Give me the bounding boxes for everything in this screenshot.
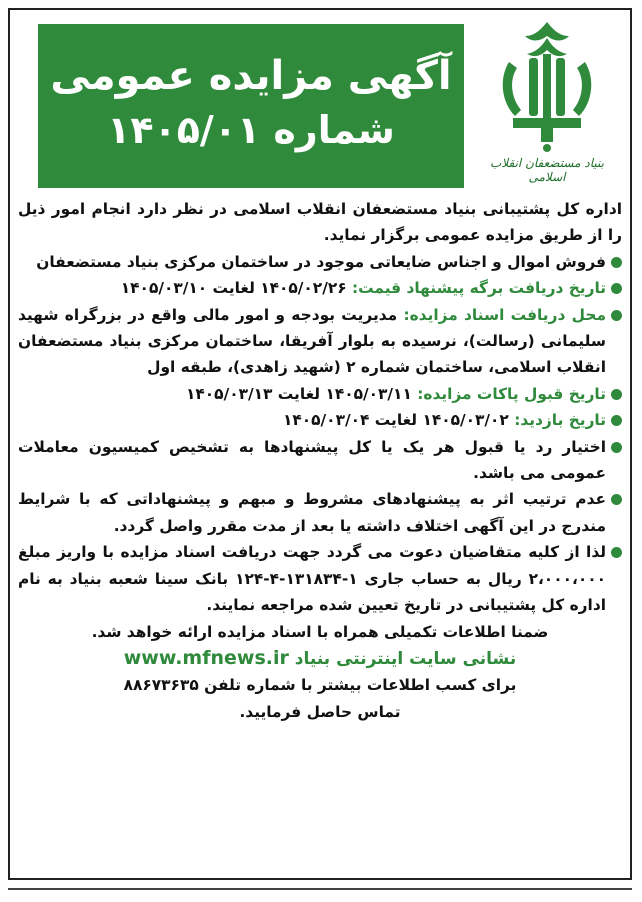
list-item: عدم ترتیب اثر به پیشنهادهای مشروط و مبهم و پیشنهاداتی که با شرایط مندرج در این آگهی اختلاف داشته یا بعد از مدت مقرر واصل گردد. — [18, 486, 622, 539]
website-line — [18, 645, 622, 672]
bullet-icon — [611, 283, 622, 294]
item-label: تاریخ قبول پاکات مزایده: — [417, 384, 606, 403]
list-item: محل دریافت اسناد مزایده: مدیریت بودجه و امور مالی واقع در بزرگراه شهید سلیمانی (رسالت)، نرسیده به بلوار آفریقا، ساختمان مرکزی بنیاد مستضعفان انقلاب اسلامی، ساختمان شماره ۲ (شهید زاهدی)، طبقه اول — [18, 302, 622, 381]
bottom-divider — [8, 888, 632, 890]
item-label: محل دریافت اسناد مزایده: — [403, 305, 606, 324]
notice-body — [18, 196, 622, 725]
title-banner — [38, 24, 464, 188]
bullet-icon — [611, 389, 622, 400]
list-item: تاریخ قبول پاکات مزایده: ۱۴۰۵/۰۳/۱۱ لغایت ۱۴۰۵/۰۳/۱۳ — [18, 381, 622, 407]
bullet-icon — [611, 547, 622, 558]
note-line: ضمنا اطلاعات تکمیلی همراه با اسناد مزایده ارائه خواهد شد. — [91, 622, 549, 641]
bullet-icon — [611, 257, 622, 268]
website-link[interactable]: www.mfnews.ir — [123, 646, 289, 669]
item-label: تاریخ دریافت برگه پیشنهاد قیمت: — [351, 279, 606, 298]
bullet-icon — [611, 494, 622, 505]
list-item: تاریخ بازدید: ۱۴۰۵/۰۳/۰۲ لغایت ۱۴۰۵/۰۳/۰۴ — [18, 407, 622, 433]
foundation-logo — [474, 18, 620, 188]
foundation-emblem-icon — [495, 18, 599, 154]
bullet-icon — [611, 310, 622, 321]
contact-phone-line: برای کسب اطلاعات بیشتر با شماره تلفن ۸۸۶۷۳۶۳۵ — [123, 676, 517, 695]
website-label: نشانی سایت اینترنتی بنیاد — [294, 648, 517, 669]
foundation-name: بنیاد مستضعفان انقلاب اسلامی — [490, 156, 604, 184]
item-label: تاریخ بازدید: — [514, 411, 606, 430]
intro-paragraph: اداره کل پشتیبانی بنیاد مستضعفان انقلاب اسلامی در نظر دارد انجام امور ذیل را از طریق مزایده عمومی برگزار نماید. — [18, 200, 622, 245]
contact-closing-line: تماس حاصل فرمایید. — [239, 702, 401, 721]
bullet-icon — [611, 442, 622, 453]
list-item: تاریخ دریافت برگه پیشنهاد قیمت: ۱۴۰۵/۰۲/۲۶ لغایت ۱۴۰۵/۰۳/۱۰ — [18, 275, 622, 301]
list-item: فروش اموال و اجناس ضایعاتی موجود در ساختمان مرکزی بنیاد مستضعفان — [18, 249, 622, 275]
notice-number: شماره ۱۴۰۵/۰۱ — [107, 108, 395, 152]
notice-title: آگهی مزایده عمومی — [50, 53, 452, 99]
list-item: اختیار رد یا قبول هر یک یا کل پیشنهادها به تشخیص کمیسیون معاملات عمومی می باشد. — [18, 434, 622, 487]
list-item: لذا از کلیه متقاضیان دعوت می گردد جهت دریافت اسناد مزایده با واریز مبلغ ۲،۰۰۰،۰۰۰ ریال به حساب جاری ۱-۱۳۱۸۳۴-۴-۱۲۴ بانک سینا شعبه بنیاد به نام اداره کل پشتیبانی در تاریخ تعیین شده مراجعه نمایند. — [18, 539, 622, 618]
bullet-icon — [611, 415, 622, 426]
